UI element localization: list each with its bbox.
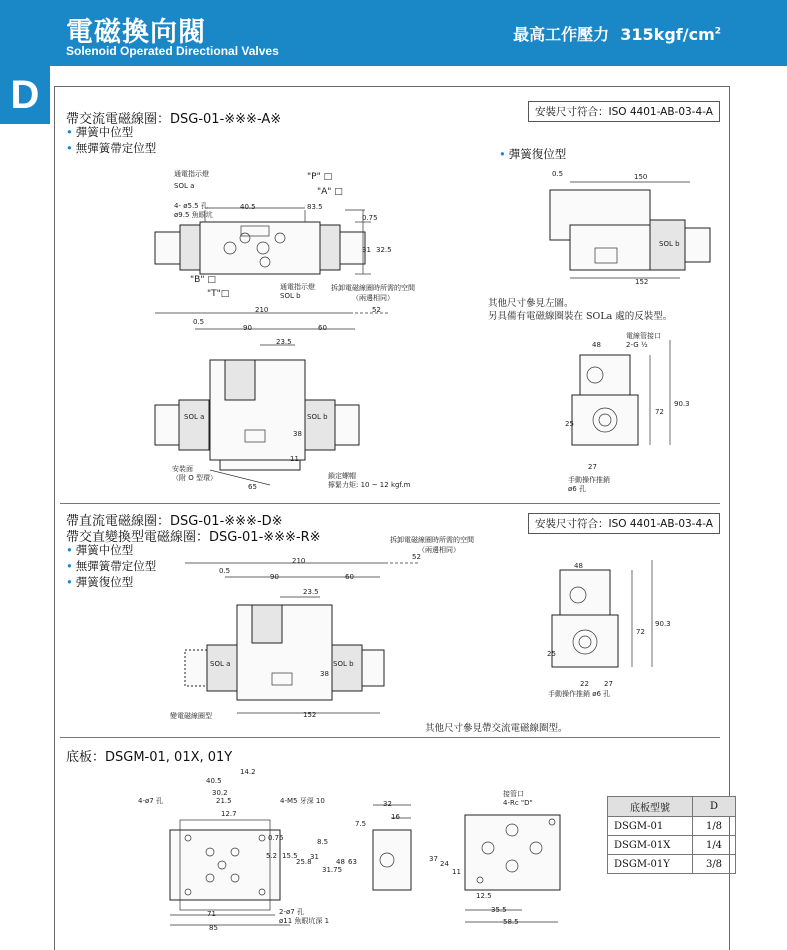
- sec2-label-coil-type: 變電磁線圈型: [170, 712, 212, 720]
- label-holes: 4- ø5.5 孔: [174, 202, 208, 210]
- label-sol-a-front: SOL a: [184, 413, 205, 421]
- section-tab: D: [0, 66, 50, 124]
- sec2-dim-48: 48: [574, 562, 583, 570]
- table-cell-d: 3/8: [693, 855, 736, 874]
- sec2-dim-72: 72: [636, 628, 645, 636]
- table-row: [608, 836, 736, 855]
- sec2-end-view: [540, 560, 690, 700]
- dim-152: 152: [635, 278, 649, 286]
- sec2-dim-60: 60: [345, 573, 354, 581]
- sec3-label-rc: 4-Rc "D": [503, 799, 533, 807]
- sec2-dim-90-3: 90.3: [655, 620, 671, 628]
- sec3-dim-16: 16: [391, 813, 400, 821]
- label-sol-b-front: SOL b: [307, 413, 328, 421]
- sec3-dim-12-7: 12.7: [221, 810, 237, 818]
- sec1-heading: 帶交流電磁線圈：DSG-01-※※※-A※: [66, 112, 282, 127]
- sec2-label-removal-2: （兩邊相同）: [418, 546, 460, 554]
- dim-0-75: 0.75: [362, 214, 378, 222]
- label-removal: 拆卸電磁線圈時所需的空間: [331, 284, 415, 292]
- page-title: 電磁換向閥: [66, 17, 206, 48]
- table-cell-model: DSGM-01X: [608, 836, 693, 855]
- sec2-dim-22: 22: [580, 680, 589, 688]
- dim-65: 65: [248, 483, 257, 491]
- sec3-label-m5: 4-M5 牙深 10: [280, 797, 325, 805]
- sec2-label-manual: 手動操作推銷 ø6 孔: [548, 690, 611, 698]
- label-port-a: "A" □: [317, 187, 343, 197]
- sec3-dim-15-5: 15.5: [282, 852, 298, 860]
- divider-2: [60, 737, 720, 738]
- sec2-dim-210: 210: [292, 557, 306, 565]
- table-row: [608, 855, 736, 874]
- table-header-d: D: [693, 797, 736, 817]
- sec3-dim-24: 24: [440, 860, 449, 868]
- sec2-dim-90: 90: [270, 573, 279, 581]
- label-port-b: "B" □: [190, 275, 216, 285]
- sec2-dim-52: 52: [412, 553, 421, 561]
- sec2-bullet-1: • 彈簧中位型: [66, 543, 134, 557]
- sec3-heading: 底板：DSGM-01, 01X, 01Y: [66, 750, 233, 765]
- sec2-label-sol-a: SOL a: [210, 660, 231, 668]
- sec3-dim-30-2: 30.2: [212, 789, 228, 797]
- sec3-dim-32: 32: [383, 800, 392, 808]
- label-cbore: ø9.5 魚眼坑: [174, 211, 213, 219]
- label-sol-a: SOL a: [174, 182, 195, 190]
- label-mount-face: 安裝面: [172, 465, 193, 473]
- label-port-t: "T"□: [207, 289, 230, 299]
- dim-48: 48: [592, 341, 601, 349]
- divider-1: [60, 503, 720, 504]
- sec3-dim-14-2: 14.2: [240, 768, 256, 776]
- label-port-p: "P" □: [307, 172, 333, 182]
- dim-0-5-b: 0.5: [552, 170, 564, 178]
- dim-150: 150: [634, 173, 648, 181]
- note-other-dims: 其他尺寸參見左圖。: [488, 298, 574, 309]
- table-header-model: 底板型號: [608, 797, 693, 817]
- sec3-dim-0-75: 0.75: [268, 834, 284, 842]
- sec1-bullet-1: • 彈簧中位型: [66, 125, 134, 139]
- sec3-dim-11: 11: [452, 868, 461, 876]
- label-manual: 手動操作推銷: [568, 476, 610, 484]
- label-indicator-a: 通電指示燈: [174, 170, 209, 178]
- sec2-dim-0-5: 0.5: [219, 567, 231, 575]
- sec3-dim-7-5: 7.5: [355, 820, 367, 828]
- sec2-label-sol-b: SOL b: [333, 660, 354, 668]
- sec2-dim-25: 25: [547, 650, 556, 658]
- label-indicator-b: 通電指示燈: [280, 283, 315, 291]
- sec2-dim-152: 152: [303, 711, 317, 719]
- label-oring: （附 O 型環）: [172, 474, 217, 482]
- label-manual-2: ø6 孔: [568, 485, 586, 493]
- sec2-bullet-3: • 彈簧復位型: [66, 575, 134, 589]
- dim-32-5: 32.5: [376, 246, 392, 254]
- dim-25: 25: [565, 420, 574, 428]
- sec2-front-view: [180, 555, 410, 720]
- table-cell-d: 1/8: [693, 817, 736, 836]
- table-cell-model: DSGM-01Y: [608, 855, 693, 874]
- sec3-dim-40-5: 40.5: [206, 777, 222, 785]
- dim-83-5: 83.5: [307, 203, 323, 211]
- sec3-dim-58-5: 58.5: [503, 918, 519, 926]
- label-conduit-2: 2-G ½: [626, 341, 648, 349]
- sec2-heading-2: 帶交直變換型電磁線圈：DSG-01-※※※-R※: [66, 530, 321, 545]
- sec3-dim-31-75: 31.75: [322, 866, 343, 874]
- table-cell-model: DSGM-01: [608, 817, 693, 836]
- sec2-note: 其他尺寸參見帶交流電磁線圈型。: [425, 723, 568, 734]
- sec2-label-removal: 拆卸電磁線圈時所需的空間: [390, 536, 474, 544]
- sec1-spring-return-view: [540, 170, 720, 290]
- sec3-dim-31: 31: [310, 853, 319, 861]
- sec2-dim-23-5: 23.5: [303, 588, 319, 596]
- dim-23-5: 23.5: [276, 338, 292, 346]
- max-pressure: 最高工作壓力 $315kgf/cm^2$: [513, 25, 721, 44]
- dim-60: 60: [318, 324, 327, 332]
- label-sol-b-side: SOL b: [659, 240, 680, 248]
- sec2-dim-38: 38: [320, 670, 329, 678]
- dim-210: 210: [255, 306, 269, 314]
- sec2-bullet-2: • 無彈簧帶定位型: [66, 559, 157, 573]
- base-plate-table: [607, 796, 736, 874]
- label-conduit: 電線管接口: [626, 332, 661, 340]
- note-reverse: 另具備有電磁線圈裝在 SOLa 處的反裝型。: [488, 311, 673, 322]
- dim-11: 11: [290, 455, 299, 463]
- dim-52: 52: [372, 306, 381, 314]
- label-removal-2: （兩邊相同）: [352, 294, 394, 302]
- sec2-heading-1: 帶直流電磁線圈：DSG-01-※※※-D※: [66, 514, 283, 529]
- sec1-bullet-2: • 無彈簧帶定位型: [66, 141, 157, 155]
- sec3-dim-21-5: 21.5: [216, 797, 232, 805]
- label-sol-b: SOL b: [280, 292, 301, 300]
- table-row: [608, 817, 736, 836]
- dim-27: 27: [588, 463, 597, 471]
- sec3-base-top-view: [150, 770, 380, 935]
- label-torque: 擰緊力矩: 10 ~ 12 kgf.m: [328, 481, 411, 489]
- table-header-row: [608, 797, 736, 817]
- sec3-dim-12-5: 12.5: [476, 892, 492, 900]
- label-lock-nut: 鎖定螺帽: [328, 472, 356, 480]
- dim-90: 90: [243, 324, 252, 332]
- dim-31: 31: [362, 246, 371, 254]
- sec3-dim-8-5: 8.5: [317, 838, 329, 846]
- sec3-dim-63: 63: [348, 858, 357, 866]
- sec1-end-view: [560, 340, 700, 490]
- sec3-label-cbore2: ø11 魚眼坑深 1: [279, 917, 330, 925]
- sec3-dim-5-2: 5.2: [266, 852, 278, 860]
- dim-38: 38: [293, 430, 302, 438]
- dim-0-5: 0.5: [193, 318, 205, 326]
- sec2-iso-badge: 安裝尺寸符合：ISO 4401-AB-03-4-A: [528, 513, 720, 534]
- sec3-label-hole2: 2-ø7 孔: [279, 908, 304, 916]
- sec3-dim-35-5: 35.5: [491, 906, 507, 914]
- sec1-iso-badge: 安裝尺寸符合：ISO 4401-AB-03-4-A: [528, 101, 720, 122]
- sec3-dim-37: 37: [429, 855, 438, 863]
- dim-72: 72: [655, 408, 664, 416]
- table-cell-d: 1/4: [693, 836, 736, 855]
- sec1-spring-return: • 彈簧復位型: [499, 147, 567, 161]
- sec2-dim-27: 27: [604, 680, 613, 688]
- sec3-label-port: 接管口: [503, 790, 524, 798]
- sec3-label-hole7: 4-ø7 孔: [138, 797, 163, 805]
- page-subtitle: Solenoid Operated Directional Valves: [66, 44, 279, 58]
- sec3-dim-85: 85: [209, 924, 218, 932]
- dim-40-5: 40.5: [240, 203, 256, 211]
- sec3-dim-48: 48: [336, 858, 345, 866]
- sec3-dim-71: 71: [207, 910, 216, 918]
- dim-90-3: 90.3: [674, 400, 690, 408]
- sec3-dim-25-8: 25.8: [296, 858, 312, 866]
